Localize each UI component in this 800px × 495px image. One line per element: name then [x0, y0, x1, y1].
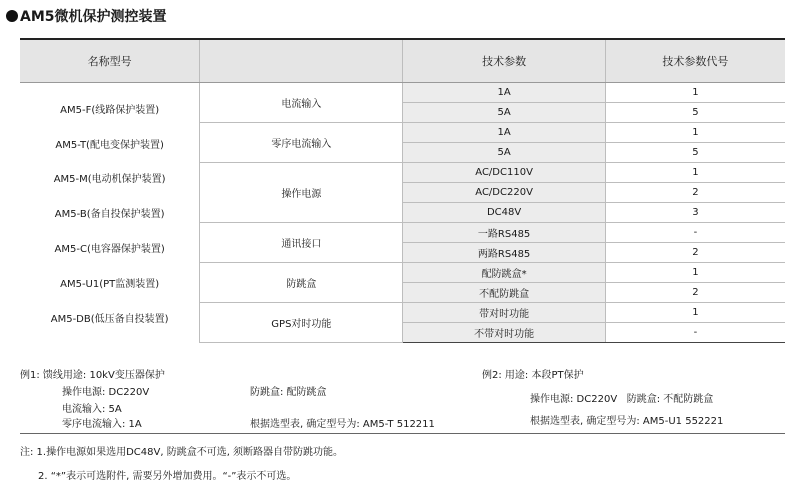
code-cell: - — [605, 223, 785, 243]
param-cell: 1A — [403, 83, 605, 103]
param-cell: AC/DC110V — [403, 163, 605, 183]
model-item: AM5-F(线路保护装置) — [60, 104, 160, 116]
model-item: AM5-C(电容器保护装置) — [54, 244, 165, 256]
code-cell: 1 — [605, 303, 785, 323]
header-row — [20, 40, 785, 83]
code-cell: 2 — [605, 283, 785, 303]
param-cell: 5A — [403, 143, 605, 163]
code-cell: 1 — [605, 83, 785, 103]
category-cell: 通讯接口 — [200, 223, 403, 263]
note-1: 注: 1.操作电源如果选用DC48V, 防跳盒不可选, 须断路器自带防跳功能。 — [20, 447, 344, 458]
example1-line1: 例1: 馈线用途: 10kV变压器保护 — [20, 370, 165, 381]
title-text: AM5微机保护测控装置 — [20, 9, 167, 25]
example2-result: 根据选型表, 确定型号为: AM5-U1 552221 — [530, 416, 724, 427]
table-row — [20, 83, 785, 103]
code-cell: 1 — [605, 163, 785, 183]
param-cell: 两路RS485 — [403, 243, 605, 263]
page-title — [6, 6, 167, 26]
example1-result: 根据选型表, 确定型号为: AM5-T 512211 — [250, 419, 435, 430]
category-cell: 电流输入 — [200, 83, 403, 123]
notes-separator — [20, 433, 785, 434]
example1-zero: 零序电流输入: 1A — [62, 419, 142, 430]
example1-antijump: 防跳盒: 配防跳盒 — [250, 387, 327, 398]
param-cell: 带对时功能 — [403, 303, 605, 323]
param-cell: 配防跳盒* — [403, 263, 605, 283]
note-2: 2. “*”表示可选附件, 需要另外增加费用。“-”表示不可选。 — [38, 471, 297, 482]
code-cell: 3 — [605, 203, 785, 223]
model-item: AM5-T(配电变保护装置) — [55, 139, 164, 151]
category-cell: 防跳盒 — [200, 263, 403, 303]
bullet-icon — [6, 10, 18, 22]
param-cell: 不带对时功能 — [403, 323, 605, 343]
model-item: AM5-U1(PT监测装置) — [60, 278, 160, 290]
code-cell: 5 — [605, 103, 785, 123]
param-cell: 1A — [403, 123, 605, 143]
example2-line2: 操作电源: DC220V 防跳盒: 不配防跳盒 — [530, 394, 714, 405]
code-cell: 2 — [605, 183, 785, 203]
category-cell: 零序电流输入 — [200, 123, 403, 163]
param-cell: 5A — [403, 103, 605, 123]
category-cell: 操作电源 — [200, 163, 403, 223]
example1-current: 电流输入: 5A — [62, 404, 122, 415]
category-cell: GPS对时功能 — [200, 303, 403, 343]
model-list — [20, 83, 200, 343]
param-cell: AC/DC220V — [403, 183, 605, 203]
spec-table — [20, 40, 785, 343]
model-item: AM5-B(备自投保护装置) — [54, 209, 165, 221]
model-item: AM5-M(电动机保护装置) — [53, 174, 166, 186]
header-param: 技术参数 — [403, 40, 605, 83]
code-cell: - — [605, 323, 785, 343]
code-cell: 1 — [605, 123, 785, 143]
header-code: 技术参数代号 — [605, 40, 785, 83]
example2-line1: 例2: 用途: 本段PT保护 — [482, 370, 584, 381]
header-model: 名称型号 — [20, 40, 200, 83]
code-cell: 1 — [605, 263, 785, 283]
param-cell: DC48V — [403, 203, 605, 223]
code-cell: 2 — [605, 243, 785, 263]
param-cell: 不配防跳盒 — [403, 283, 605, 303]
header-category — [200, 40, 403, 83]
model-item: AM5-DB(低压备自投装置) — [50, 313, 169, 325]
example1-power: 操作电源: DC220V — [62, 387, 150, 398]
param-cell: 一路RS485 — [403, 223, 605, 243]
code-cell: 5 — [605, 143, 785, 163]
